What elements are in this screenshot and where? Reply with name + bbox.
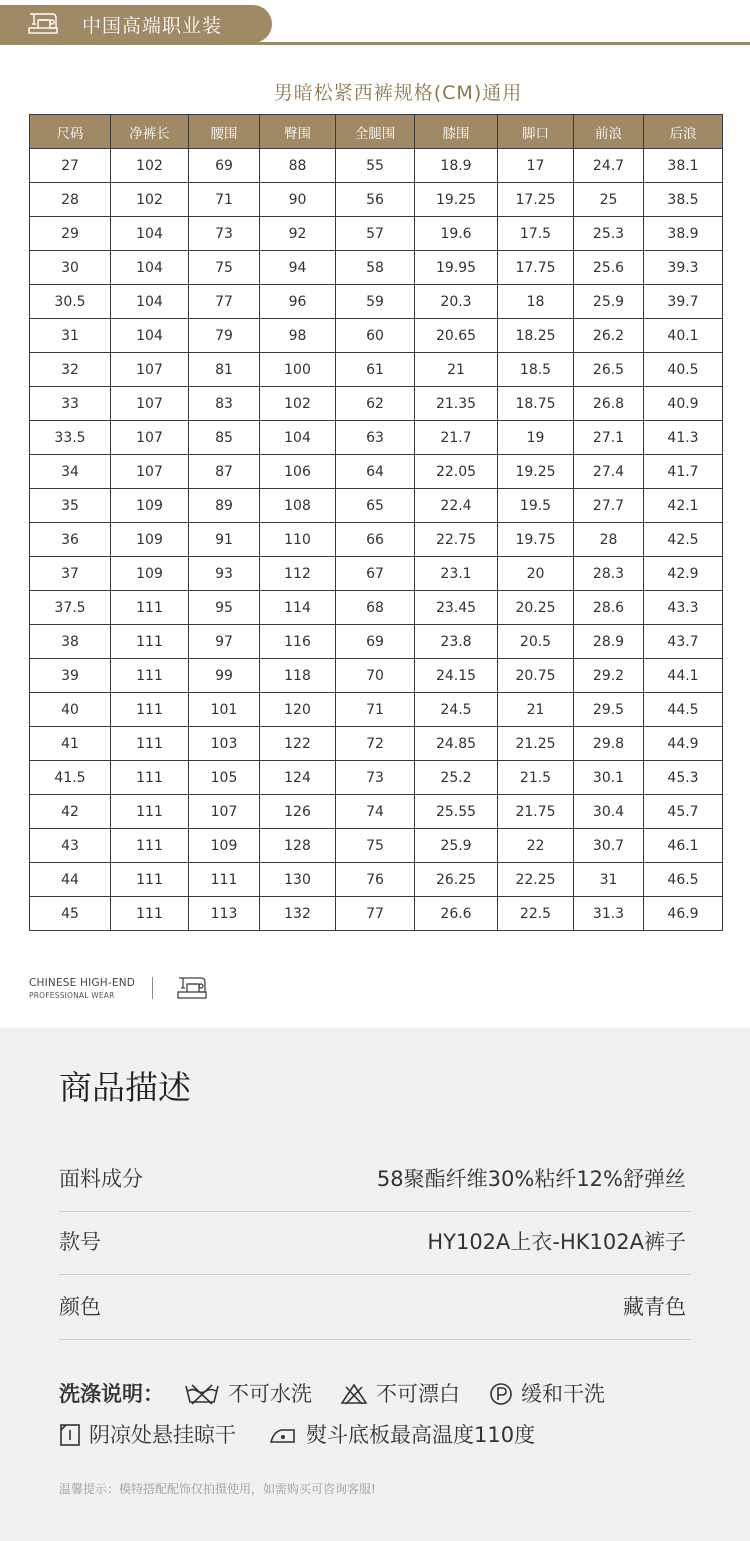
- table-cell: 27.1: [574, 421, 644, 455]
- table-cell: 102: [111, 149, 189, 183]
- table-cell: 34: [30, 455, 111, 489]
- table-row: [30, 863, 723, 897]
- table-cell: 64: [336, 455, 415, 489]
- table-cell: 45.3: [644, 761, 723, 795]
- reminder-note: 温馨提示：模特搭配配饰仅拍摄使用，如需购买可咨询客服!: [59, 1482, 376, 1496]
- wash-item-text: 熨斗底板最高温度110度: [306, 1423, 536, 1447]
- table-cell: 109: [189, 829, 260, 863]
- wash-item-text: 不可漂白: [376, 1382, 460, 1406]
- table-cell: 69: [336, 625, 415, 659]
- table-cell: 28: [30, 183, 111, 217]
- table-cell: 26.2: [574, 319, 644, 353]
- no-bleach-icon: [340, 1382, 368, 1406]
- table-row: [30, 761, 723, 795]
- description-row-color: [59, 1274, 691, 1340]
- table-cell: 120: [260, 693, 336, 727]
- table-cell: 59: [336, 285, 415, 319]
- table-cell: 42.9: [644, 557, 723, 591]
- wash-item-text: 阴凉处悬挂晾干: [89, 1423, 236, 1447]
- table-cell: 22.25: [498, 863, 574, 897]
- table-cell: 96: [260, 285, 336, 319]
- table-cell: 130: [260, 863, 336, 897]
- table-cell: 26.8: [574, 387, 644, 421]
- table-cell: 111: [111, 693, 189, 727]
- table-cell: 93: [189, 557, 260, 591]
- table-row: [30, 829, 723, 863]
- table-cell: 20.5: [498, 625, 574, 659]
- table-cell: 103: [189, 727, 260, 761]
- table-cell: 25: [574, 183, 644, 217]
- table-cell: 72: [336, 727, 415, 761]
- wash-instructions-label: 洗涤说明：: [59, 1382, 164, 1406]
- table-row: [30, 591, 723, 625]
- table-cell: 19: [498, 421, 574, 455]
- table-cell: 32: [30, 353, 111, 387]
- wash-item-no-bleach: [340, 1380, 460, 1408]
- table-row: [30, 897, 723, 931]
- table-cell: 21.7: [415, 421, 498, 455]
- table-cell: 111: [111, 625, 189, 659]
- table-cell: 40: [30, 693, 111, 727]
- table-cell: 21.5: [498, 761, 574, 795]
- table-cell: 61: [336, 353, 415, 387]
- table-cell: 45.7: [644, 795, 723, 829]
- table-cell: 124: [260, 761, 336, 795]
- table-cell: 19.25: [498, 455, 574, 489]
- table-cell: 101: [189, 693, 260, 727]
- sewing-machine-icon: [175, 973, 209, 1003]
- table-cell: 21.35: [415, 387, 498, 421]
- table-cell: 68: [336, 591, 415, 625]
- table-cell: 22.75: [415, 523, 498, 557]
- table-cell: 18: [498, 285, 574, 319]
- table-cell: 37.5: [30, 591, 111, 625]
- table-cell: 40.5: [644, 353, 723, 387]
- table-cell: 41.5: [30, 761, 111, 795]
- table-cell: 17.75: [498, 251, 574, 285]
- table-column-header: 净裤长: [111, 115, 189, 149]
- table-cell: 24.85: [415, 727, 498, 761]
- table-row: [30, 693, 723, 727]
- table-cell: 37: [30, 557, 111, 591]
- table-cell: 29: [30, 217, 111, 251]
- table-cell: 27.4: [574, 455, 644, 489]
- table-cell: 79: [189, 319, 260, 353]
- table-row: [30, 387, 723, 421]
- table-cell: 73: [189, 217, 260, 251]
- table-cell: 20.25: [498, 591, 574, 625]
- table-cell: 98: [260, 319, 336, 353]
- table-cell: 55: [336, 149, 415, 183]
- table-cell: 29.2: [574, 659, 644, 693]
- table-cell: 109: [111, 557, 189, 591]
- table-cell: 42.1: [644, 489, 723, 523]
- table-column-header: 后浪: [644, 115, 723, 149]
- table-cell: 45: [30, 897, 111, 931]
- table-cell: 43: [30, 829, 111, 863]
- table-cell: 112: [260, 557, 336, 591]
- table-cell: 38: [30, 625, 111, 659]
- table-cell: 19.6: [415, 217, 498, 251]
- table-cell: 27: [30, 149, 111, 183]
- table-cell: 43.3: [644, 591, 723, 625]
- brand-mark: [29, 973, 229, 1007]
- table-cell: 70: [336, 659, 415, 693]
- table-cell: 20.65: [415, 319, 498, 353]
- table-row: [30, 455, 723, 489]
- table-cell: 71: [336, 693, 415, 727]
- table-column-header: 前浪: [574, 115, 644, 149]
- table-cell: 111: [111, 795, 189, 829]
- table-cell: 111: [111, 863, 189, 897]
- dry-clean-p-icon: [489, 1382, 513, 1406]
- table-cell: 111: [111, 829, 189, 863]
- table-cell: 40.9: [644, 387, 723, 421]
- table-cell: 107: [189, 795, 260, 829]
- table-cell: 21.25: [498, 727, 574, 761]
- table-cell: 23.8: [415, 625, 498, 659]
- table-cell: 107: [111, 353, 189, 387]
- table-cell: 41.3: [644, 421, 723, 455]
- table-cell: 46.5: [644, 863, 723, 897]
- table-cell: 105: [189, 761, 260, 795]
- description-value: HY102A上衣-HK102A裤子: [427, 1230, 686, 1254]
- table-cell: 77: [336, 897, 415, 931]
- table-cell: 104: [111, 251, 189, 285]
- table-cell: 60: [336, 319, 415, 353]
- brand-line-2: PROFESSIONAL WEAR: [29, 991, 115, 1000]
- table-cell: 56: [336, 183, 415, 217]
- product-description-panel: [0, 1028, 750, 1541]
- table-cell: 19.95: [415, 251, 498, 285]
- table-cell: 46.1: [644, 829, 723, 863]
- table-cell: 63: [336, 421, 415, 455]
- table-cell: 28.6: [574, 591, 644, 625]
- wash-item-iron: [268, 1421, 535, 1449]
- table-cell: 108: [260, 489, 336, 523]
- table-cell: 24.5: [415, 693, 498, 727]
- table-cell: 94: [260, 251, 336, 285]
- wash-item-text: 不可水洗: [228, 1382, 312, 1406]
- description-value: 58聚酯纤维30%粘纤12%舒弹丝: [376, 1167, 686, 1191]
- table-column-header: 臀围: [260, 115, 336, 149]
- table-cell: 27.7: [574, 489, 644, 523]
- size-table: [29, 114, 723, 931]
- table-cell: 26.6: [415, 897, 498, 931]
- table-cell: 17.25: [498, 183, 574, 217]
- table-row: [30, 625, 723, 659]
- table-cell: 44: [30, 863, 111, 897]
- table-cell: 20: [498, 557, 574, 591]
- table-cell: 73: [336, 761, 415, 795]
- table-column-header: 全腿围: [336, 115, 415, 149]
- header-title-pill: [0, 5, 272, 43]
- table-cell: 18.9: [415, 149, 498, 183]
- table-cell: 90: [260, 183, 336, 217]
- table-row: [30, 183, 723, 217]
- table-cell: 104: [111, 319, 189, 353]
- table-cell: 39.3: [644, 251, 723, 285]
- brand-divider: [152, 977, 153, 999]
- table-cell: 66: [336, 523, 415, 557]
- table-cell: 18.5: [498, 353, 574, 387]
- table-cell: 30.7: [574, 829, 644, 863]
- table-cell: 107: [111, 387, 189, 421]
- table-cell: 111: [189, 863, 260, 897]
- table-cell: 75: [336, 829, 415, 863]
- table-cell: 31: [30, 319, 111, 353]
- no-wash-icon: [184, 1382, 220, 1406]
- table-cell: 46.9: [644, 897, 723, 931]
- table-cell: 23.1: [415, 557, 498, 591]
- wash-item-text: 缓和干洗: [521, 1382, 605, 1406]
- table-cell: 42.5: [644, 523, 723, 557]
- table-cell: 33: [30, 387, 111, 421]
- table-cell: 29.5: [574, 693, 644, 727]
- table-cell: 36: [30, 523, 111, 557]
- table-cell: 40.1: [644, 319, 723, 353]
- table-cell: 31.3: [574, 897, 644, 931]
- table-cell: 107: [111, 455, 189, 489]
- table-cell: 69: [189, 149, 260, 183]
- table-cell: 25.3: [574, 217, 644, 251]
- table-cell: 111: [111, 659, 189, 693]
- table-cell: 28.3: [574, 557, 644, 591]
- table-cell: 44.1: [644, 659, 723, 693]
- table-cell: 67: [336, 557, 415, 591]
- table-cell: 25.9: [574, 285, 644, 319]
- header-bar: [0, 0, 750, 46]
- table-cell: 89: [189, 489, 260, 523]
- table-cell: 22: [498, 829, 574, 863]
- table-cell: 91: [189, 523, 260, 557]
- table-row: [30, 523, 723, 557]
- table-cell: 28.9: [574, 625, 644, 659]
- description-row-fabric: [59, 1146, 691, 1212]
- table-cell: 19.75: [498, 523, 574, 557]
- wash-item-dry-clean: [489, 1380, 605, 1408]
- table-row: [30, 557, 723, 591]
- table-cell: 113: [189, 897, 260, 931]
- table-cell: 20.75: [498, 659, 574, 693]
- table-cell: 30.5: [30, 285, 111, 319]
- table-cell: 18.25: [498, 319, 574, 353]
- table-cell: 76: [336, 863, 415, 897]
- table-cell: 20.3: [415, 285, 498, 319]
- table-cell: 92: [260, 217, 336, 251]
- table-row: [30, 217, 723, 251]
- table-row: [30, 795, 723, 829]
- table-cell: 107: [111, 421, 189, 455]
- table-cell: 17: [498, 149, 574, 183]
- table-cell: 109: [111, 489, 189, 523]
- table-cell: 44.5: [644, 693, 723, 727]
- table-cell: 30: [30, 251, 111, 285]
- description-value: 藏青色: [623, 1295, 686, 1319]
- table-cell: 17.5: [498, 217, 574, 251]
- table-cell: 128: [260, 829, 336, 863]
- table-cell: 41: [30, 727, 111, 761]
- table-cell: 25.9: [415, 829, 498, 863]
- table-cell: 25.2: [415, 761, 498, 795]
- table-cell: 104: [111, 217, 189, 251]
- table-column-header: 膝围: [415, 115, 498, 149]
- table-cell: 19.25: [415, 183, 498, 217]
- table-cell: 99: [189, 659, 260, 693]
- header-title: 中国高端职业装: [82, 14, 223, 37]
- table-column-header: 脚口: [498, 115, 574, 149]
- table-cell: 62: [336, 387, 415, 421]
- brand-line-1: CHINESE HIGH-END: [29, 977, 136, 989]
- table-cell: 122: [260, 727, 336, 761]
- table-cell: 71: [189, 183, 260, 217]
- table-cell: 114: [260, 591, 336, 625]
- table-row: [30, 285, 723, 319]
- table-cell: 43.7: [644, 625, 723, 659]
- description-key: 款号: [59, 1230, 101, 1254]
- table-cell: 95: [189, 591, 260, 625]
- table-cell: 29.8: [574, 727, 644, 761]
- table-row: [30, 727, 723, 761]
- wash-item-line-dry: [59, 1421, 236, 1449]
- table-title: 男暗松紧西裤规格(CM)通用: [273, 82, 523, 104]
- table-row: [30, 251, 723, 285]
- table-column-header: 尺码: [30, 115, 111, 149]
- table-cell: 26.5: [574, 353, 644, 387]
- table-cell: 87: [189, 455, 260, 489]
- table-cell: 26.25: [415, 863, 498, 897]
- table-cell: 74: [336, 795, 415, 829]
- table-cell: 30.4: [574, 795, 644, 829]
- table-cell: 85: [189, 421, 260, 455]
- table-cell: 118: [260, 659, 336, 693]
- table-cell: 19.5: [498, 489, 574, 523]
- description-title: 商品描述: [59, 1068, 191, 1107]
- table-row: [30, 659, 723, 693]
- table-header-row: [30, 115, 723, 149]
- table-cell: 35: [30, 489, 111, 523]
- table-cell: 31: [574, 863, 644, 897]
- table-cell: 39: [30, 659, 111, 693]
- wash-item-no-wash: [184, 1380, 312, 1408]
- table-cell: 109: [111, 523, 189, 557]
- table-cell: 38.5: [644, 183, 723, 217]
- description-key: 颜色: [59, 1295, 101, 1319]
- sewing-machine-icon: [26, 10, 60, 38]
- table-cell: 111: [111, 897, 189, 931]
- table-column-header: 腰围: [189, 115, 260, 149]
- line-dry-shade-icon: [59, 1423, 81, 1447]
- table-cell: 102: [111, 183, 189, 217]
- table-cell: 104: [260, 421, 336, 455]
- table-cell: 42: [30, 795, 111, 829]
- table-cell: 132: [260, 897, 336, 931]
- iron-icon: [268, 1423, 298, 1447]
- table-cell: 18.75: [498, 387, 574, 421]
- table-cell: 77: [189, 285, 260, 319]
- table-row: [30, 353, 723, 387]
- table-cell: 75: [189, 251, 260, 285]
- table-row: [30, 421, 723, 455]
- table-cell: 57: [336, 217, 415, 251]
- table-cell: 21: [415, 353, 498, 387]
- table-cell: 126: [260, 795, 336, 829]
- table-cell: 22.5: [498, 897, 574, 931]
- table-cell: 106: [260, 455, 336, 489]
- table-cell: 25.55: [415, 795, 498, 829]
- table-cell: 88: [260, 149, 336, 183]
- table-cell: 24.7: [574, 149, 644, 183]
- table-cell: 22.4: [415, 489, 498, 523]
- table-row: [30, 319, 723, 353]
- table-cell: 22.05: [415, 455, 498, 489]
- table-cell: 24.15: [415, 659, 498, 693]
- table-cell: 97: [189, 625, 260, 659]
- table-cell: 110: [260, 523, 336, 557]
- table-cell: 116: [260, 625, 336, 659]
- description-key: 面料成分: [59, 1167, 143, 1191]
- table-cell: 44.9: [644, 727, 723, 761]
- table-cell: 100: [260, 353, 336, 387]
- table-cell: 33.5: [30, 421, 111, 455]
- table-cell: 38.1: [644, 149, 723, 183]
- table-row: [30, 489, 723, 523]
- table-cell: 111: [111, 591, 189, 625]
- table-cell: 81: [189, 353, 260, 387]
- table-cell: 39.7: [644, 285, 723, 319]
- table-cell: 23.45: [415, 591, 498, 625]
- table-cell: 102: [260, 387, 336, 421]
- table-row: [30, 149, 723, 183]
- table-cell: 28: [574, 523, 644, 557]
- table-cell: 30.1: [574, 761, 644, 795]
- description-row-style-number: [59, 1209, 691, 1275]
- table-cell: 41.7: [644, 455, 723, 489]
- table-cell: 58: [336, 251, 415, 285]
- table-cell: 65: [336, 489, 415, 523]
- table-cell: 21.75: [498, 795, 574, 829]
- table-cell: 25.6: [574, 251, 644, 285]
- table-cell: 83: [189, 387, 260, 421]
- table-cell: 38.9: [644, 217, 723, 251]
- table-cell: 111: [111, 761, 189, 795]
- table-cell: 104: [111, 285, 189, 319]
- table-cell: 21: [498, 693, 574, 727]
- table-cell: 111: [111, 727, 189, 761]
